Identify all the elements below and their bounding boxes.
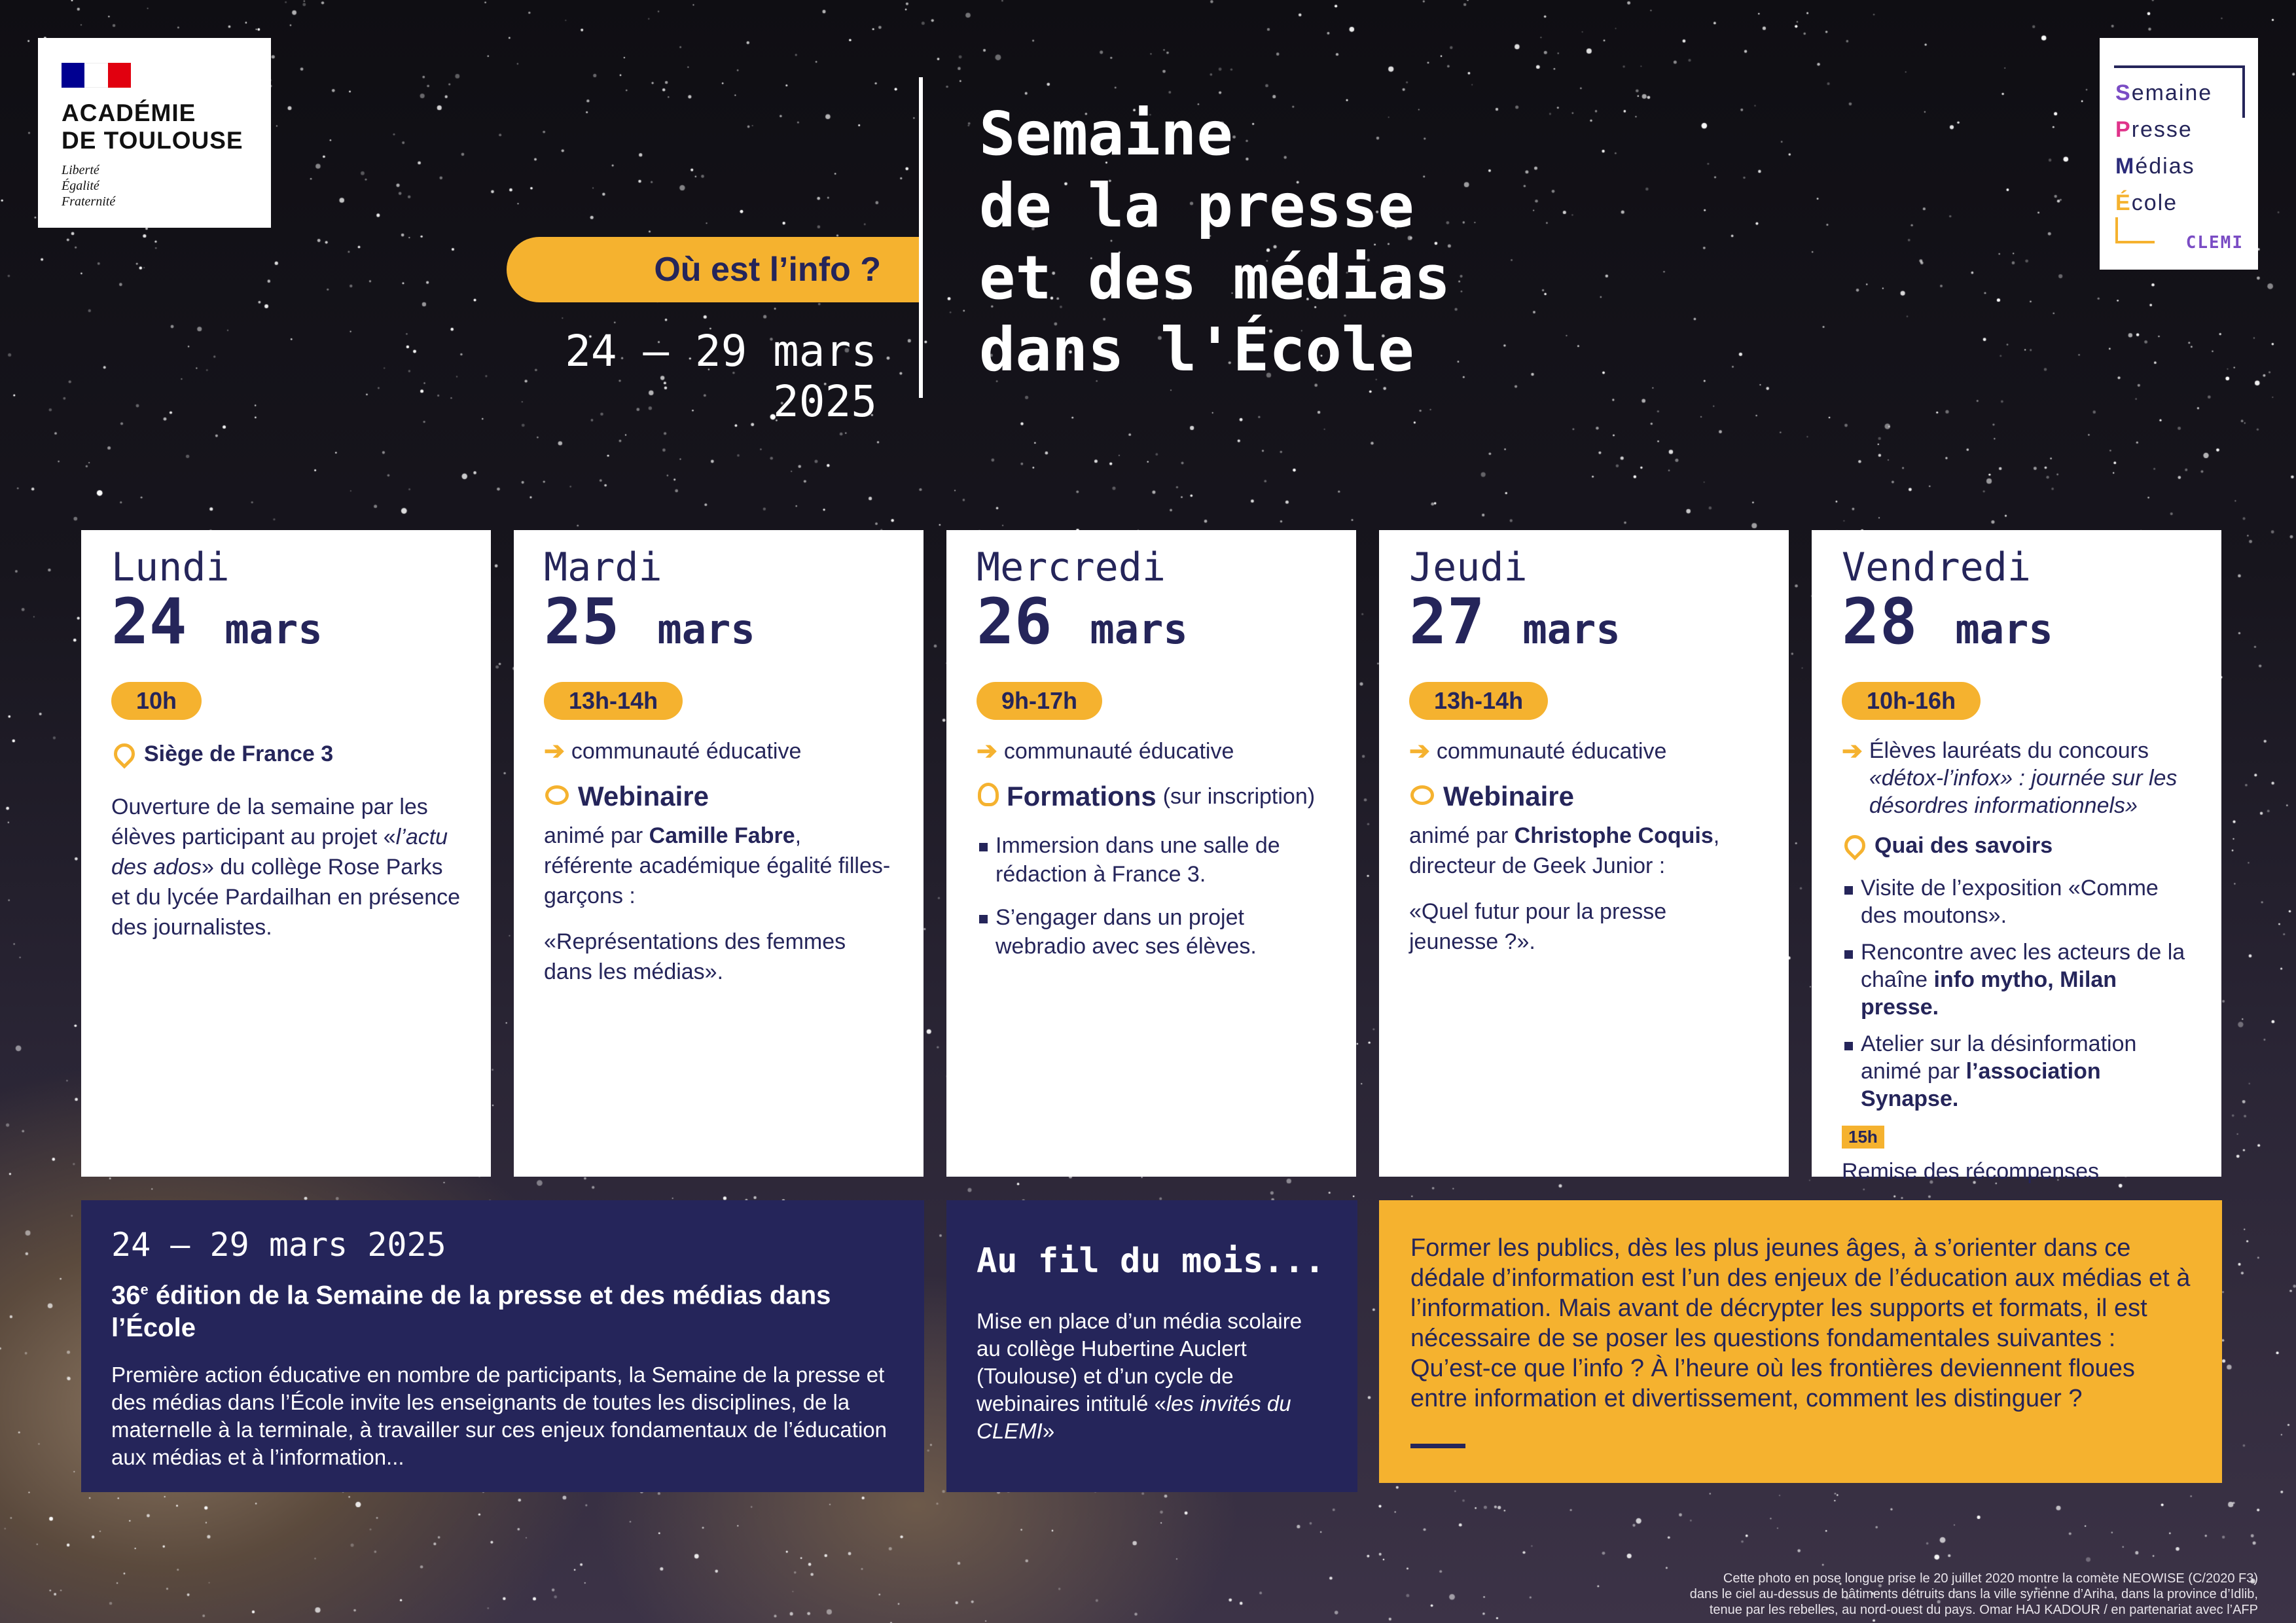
audience: communauté éducative	[1003, 739, 1234, 764]
time-pill: 13h-14h	[544, 682, 683, 720]
audience: Élèves lauréats du concours	[1869, 738, 2149, 763]
photo-credit	[1604, 1571, 2258, 1618]
title-line-2: de la presse	[979, 171, 1414, 241]
credit-line-2: dans le ciel au-dessus de bâtiments détruits dans la ville syrienne d’Ariha, dans la province d’Idlib,	[1689, 1587, 2258, 1601]
bullet-item: S’engager dans un projet webradio avec ses élèves.	[977, 903, 1326, 961]
edition-body: Première action éducative en nombre de participants, la Semaine de la presse et des médias dans l’École invite les enseignants de toutes les disciplines, de la maternelle à la terminale, à travailler sur ces enjeux fondamentaux de l’éducation aux médias et à l’information...	[111, 1363, 887, 1470]
day-number: 24	[111, 585, 187, 658]
location: Quai des savoirs	[1874, 833, 2053, 858]
day-card-lundi	[81, 530, 491, 1177]
bullet-item: Immersion dans une salle de rédaction à France 3.	[977, 831, 1326, 889]
motto-liberte: Liberté	[62, 163, 99, 177]
webinar-topic: «Représentations des femmes dans les médias».	[544, 929, 846, 984]
spme-m-initial: M	[2115, 154, 2136, 179]
credit-line-1: Cette photo en pose longue prise le 20 juillet 2020 montre la comète NEOWISE (C/2020 F3)	[1723, 1571, 2258, 1586]
motto-egalite: Égalité	[62, 179, 99, 193]
time-pill: 9h-17h	[977, 682, 1102, 720]
edition-ordinal: e	[140, 1281, 149, 1298]
intro-panel	[1379, 1200, 2222, 1483]
presenter-name: Christophe Coquis	[1514, 823, 1713, 848]
audience: communauté éducative	[571, 739, 802, 764]
bullet-item: Visite de l’exposition «Comme des moutons».	[1842, 874, 2198, 929]
edition-title-text: édition de la Semaine de la presse et des médias dans l’École	[111, 1281, 831, 1343]
time-pill: 10h	[111, 682, 202, 720]
location-pin-icon	[1840, 830, 1869, 860]
desc-part-1: Ouverture de la semaine par les élèves participant au projet «	[111, 794, 428, 849]
bullet-bold: l’association Synapse.	[1861, 1059, 2101, 1111]
motto-fraternite: Fraternité	[62, 194, 116, 209]
bullet-item	[1842, 1030, 2198, 1113]
spme-p-rest: resse	[2131, 117, 2193, 142]
arrow-right-icon: ➔	[1842, 738, 1863, 765]
day-name: Vendredi	[1842, 544, 2031, 590]
day-number: 27	[1409, 585, 1485, 658]
day-card-jeudi	[1379, 530, 1789, 1177]
presenter-role: , référente académique égalité filles-garçons :	[544, 823, 891, 908]
desc-project-name: l’actu des ados	[111, 825, 448, 880]
event-format: Webinaire	[578, 781, 709, 812]
intro-text: Former les publics, dès les plus jeunes âges, à s’orienter dans ce dédale d’information est l’un des enjeux de l’éducation aux médias et à l’information. Mais avant de décrypter les supports et formats, il est nécessaire de se poser les questions fondamentales suivantes : Qu’est-ce que l’info ? À l’heure où les frontières deviennent floues entre information et divertissement, comment les distinguer ?	[1410, 1234, 2191, 1412]
day-month: mars	[1090, 605, 1188, 653]
day-name: Mercredi	[977, 544, 1166, 590]
month-panel	[946, 1200, 1357, 1492]
credit-line-3: tenue par les rebelles, au nord-ouest du pays. Omar HAJ KADOUR / en partenariat avec l’AFP	[1709, 1603, 2258, 1617]
month-body	[977, 1308, 1327, 1445]
day-number: 28	[1842, 585, 1918, 658]
event-format: Formations	[1007, 781, 1157, 812]
day-name: Lundi	[111, 544, 230, 590]
academie-toulouse-logo	[38, 38, 271, 228]
spme-e-initial: É	[2115, 190, 2132, 215]
day-name: Jeudi	[1409, 544, 1528, 590]
day-card-vendredi	[1812, 530, 2221, 1184]
day-card-mardi	[514, 530, 924, 1177]
desc-part-2: » du collège Rose Parks et du lycée Pardailhan en présence des journalistes.	[111, 855, 461, 940]
location-pin-icon	[109, 739, 139, 768]
mini-time-badge: 15h	[1842, 1126, 1884, 1149]
webinar-icon	[1410, 785, 1434, 805]
spme-p-initial: P	[2115, 117, 2132, 142]
bullet-text: Rencontre avec les acteurs de la chaîne	[1861, 940, 2185, 992]
day-number: 26	[977, 585, 1052, 658]
header-dates: 24 — 29 mars 2025	[565, 326, 877, 427]
webinar-icon	[545, 785, 569, 805]
closing-event: Remise des récompenses	[1842, 1159, 2100, 1184]
bullet-item	[1842, 938, 2198, 1021]
lightbulb-icon	[978, 783, 999, 806]
day-month: mars	[1522, 605, 1621, 653]
month-body-end: »	[1042, 1419, 1055, 1443]
edition-dates: 24 — 29 mars 2025	[111, 1226, 446, 1264]
presenter-prefix: animé par	[544, 823, 649, 848]
month-body-text: Mise en place d’un média scolaire au collège Hubertine Auclert (Toulouse) et d’un cycle de webinaires intitulé «	[977, 1309, 1302, 1416]
presenter	[544, 821, 893, 911]
contest-name: «détox-l’infox» : journée sur les désordres informationnels»	[1869, 766, 2178, 818]
day-card-mercredi	[946, 530, 1356, 1177]
title-line-4: dans l'École	[979, 315, 1414, 385]
spme-m-rest: édias	[2135, 154, 2195, 179]
spme-e-rest: cole	[2131, 190, 2178, 215]
presenter-name: Camille Fabre	[649, 823, 795, 848]
presenter	[1409, 821, 1759, 881]
bullet-bold: info mytho, Milan presse.	[1861, 967, 2117, 1020]
arrow-right-icon: ➔	[544, 738, 565, 765]
edition-number: 36	[111, 1281, 141, 1310]
webinar-topic: «Quel futur pour la presse jeunesse ?».	[1409, 899, 1667, 954]
format-note: (sur inscription)	[1162, 784, 1316, 809]
header-divider	[919, 77, 923, 398]
event-format: Webinaire	[1443, 781, 1574, 812]
academie-name-line2: DE TOULOUSE	[62, 127, 243, 154]
location: Siège de France 3	[144, 741, 334, 766]
spme-logo	[2100, 38, 2258, 270]
bullet-text: Atelier sur la désinformation animé par	[1861, 1031, 2137, 1084]
day-number: 25	[544, 585, 620, 658]
time-pill: 13h-14h	[1409, 682, 1548, 720]
day-month: mars	[1955, 605, 2053, 653]
month-title: Au fil du mois...	[977, 1241, 1325, 1281]
spme-s-rest: emaine	[2131, 80, 2213, 105]
tagline-badge: Où est l’info ?	[507, 237, 919, 302]
arrow-right-icon: ➔	[1409, 738, 1430, 765]
day-month: mars	[224, 605, 323, 653]
day-month: mars	[657, 605, 755, 653]
webinar-series-name: les invités du CLEMI	[977, 1391, 1291, 1443]
event-description	[111, 792, 461, 942]
edition-title	[111, 1274, 894, 1344]
title-line-1: Semaine	[979, 99, 1233, 169]
clemi-brand: CLEMI	[2185, 233, 2244, 253]
title-line-3: et des médias	[979, 243, 1451, 313]
marianne-flag-icon	[62, 63, 131, 88]
presenter-role: , directeur de Geek Junior :	[1409, 823, 1720, 878]
audience: communauté éducative	[1436, 739, 1667, 764]
day-name: Mardi	[544, 544, 662, 590]
time-pill: 10h-16h	[1842, 682, 1981, 720]
arrow-right-icon: ➔	[977, 738, 997, 765]
spme-s-initial: S	[2115, 80, 2132, 105]
academie-name-line1: ACADÉMIE	[62, 99, 196, 126]
page-title	[979, 98, 1450, 386]
edition-panel	[81, 1200, 924, 1492]
intro-divider	[1410, 1444, 1465, 1448]
presenter-prefix: animé par	[1409, 823, 1515, 848]
